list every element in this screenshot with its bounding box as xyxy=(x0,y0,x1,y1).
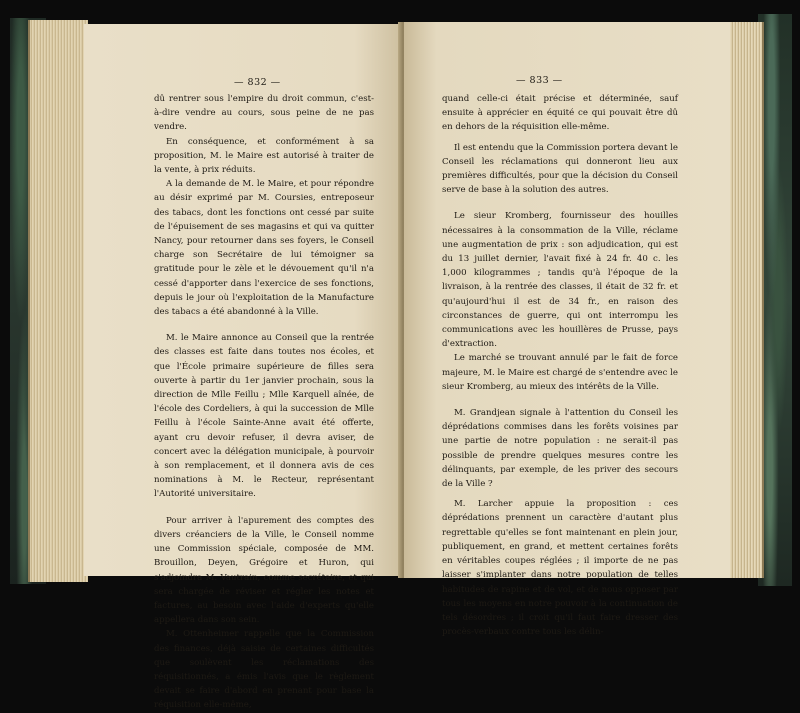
right-page-stack xyxy=(728,22,764,578)
paragraph: Pour arriver à l'apurement des comptes des divers créanciers de la Ville, le Conseil nomme une Commission spéciale, composée de MM. Brouillon, Deyen, Grégoire et Huron, qui s'adjoindra M. Vautrain, comme secrétaire, et qui sera chargée de réviser et régler les notes et factures, au besoin avec l'aide d'experts qu'elle appellera dans son sein. xyxy=(154,515,374,626)
left-page-number: — 832 — xyxy=(234,77,281,88)
paragraph: M. le Maire annonce au Conseil que la rentrée des classes est faite dans toutes nos écoles, et que l'École primaire supérieure de filles sera ouverte à partir du 1er janvier prochain, sous la direction de Mlle Feillu ; Mlle Karquell aînée, de l'école des Cordeliers, à qui la succession de Mlle Feillu à l'école Sainte-Anne avait été offerte, ayant cru devoir refuser, il devra aviser, de concert avec la délégation municipale, à pourvoir à son remplacement, et il donnera avis de ces nominations à M. le Recteur, représentant l'Autorité universitaire. xyxy=(154,333,374,500)
paragraph: dû rentrer sous l'empire du droit commun, c'est-à-dire vendre au cours, sous peine de ne pas vendre. xyxy=(154,94,374,133)
left-page-text xyxy=(154,92,374,713)
paragraph: Le marché se trouvant annulé par le fait de force majeure, M. le Maire est chargé de s'entendre avec le sieur Kromberg, au mieux des intérêts de la Ville. xyxy=(442,353,678,392)
paragraph: Le sieur Kromberg, fournisseur des houilles nécessaires à la consommation de la Ville, réclame une augmentation de prix : son adjudication, qui est du 13 juillet dernier, l'avait fixé à 24 fr. 40 c. les 1,000 kilogrammes ; tandis qu'à l'époque de la livraison, à la rentrée des classes, il était de 32 fr. et qu'aujourd'hui il est de 34 fr., en raison des circonstances de guerre, qui ont interrompu les communications avec les houillères de Prusse, pays d'extraction. xyxy=(442,211,678,350)
paragraph: A la demande de M. le Maire, et pour répondre au désir exprimé par M. Coursies, entreposeur des tabacs, dont les fonctions ont cessé par suite de l'épuisement de ses magasins et qui va quitter Nancy, pour retourner dans ses foyers, le Conseil charge son Secrétaire de lui témoigner sa gratitude pour le zèle et le dévouement qu'il n'a cessé d'apporter dans l'exercice de ses fonctions, depuis le jour où l'exploitation de la Manufacture des tabacs a été abandonné à la Ville. xyxy=(154,179,374,318)
left-page-stack xyxy=(28,20,88,582)
paragraph: M. Larcher appuie la proposition : ces déprédations prennent un caractère d'autant plus regrettable qu'elles se font maintenant en plein jour, publiquement, en grand, et mettent certaines forêts en véritables coupes réglées ; il importe de ne pas laisser s'implanter dans notre population de telles habitudes de rapine et de vol, et de nous opposer par tous les moyens en notre pouvoir à la continuation de tels désordres ; il croit qu'il faut faire dresser des procès-verbaux contre tous les délin- xyxy=(442,499,678,638)
left-page xyxy=(84,24,402,711)
paragraph: En conséquence, et conformément à sa proposition, M. le Maire est autorisé à traiter de la vente, à prix réduits. xyxy=(154,136,374,176)
right-page-text xyxy=(442,92,678,639)
paragraph: M. Ottenheimer rappelle que la Commission des finances, déjà saisie de certaines difficultés que soulèvent les réclamations des réquisitionnés, a émis l'avis que le règlement devait se faire d'abord en prenant pour base la réquisition elle-même, xyxy=(154,629,374,711)
paragraph: quand celle-ci était précise et déterminée, sauf ensuite à apprécier en équité ce qui pouvait être dû en dehors de la réquisition elle-même. xyxy=(442,94,678,133)
paragraph: M. Grandjean signale à l'attention du Conseil les déprédations commises dans les forêts voisines par une partie de notre population : ne serait-il pas possible de prendre quelques mesures contre les délinquants, par exemple, de les priver des secours de la Ville ? xyxy=(442,408,678,490)
paragraph: Il est entendu que la Commission portera devant le Conseil les réclamations qui donneront lieu aux premières difficultés, pour que la décision du Conseil serve de base à la solution des autres. xyxy=(442,142,678,196)
right-page xyxy=(404,22,730,638)
right-page-number: — 833 — xyxy=(516,75,563,86)
